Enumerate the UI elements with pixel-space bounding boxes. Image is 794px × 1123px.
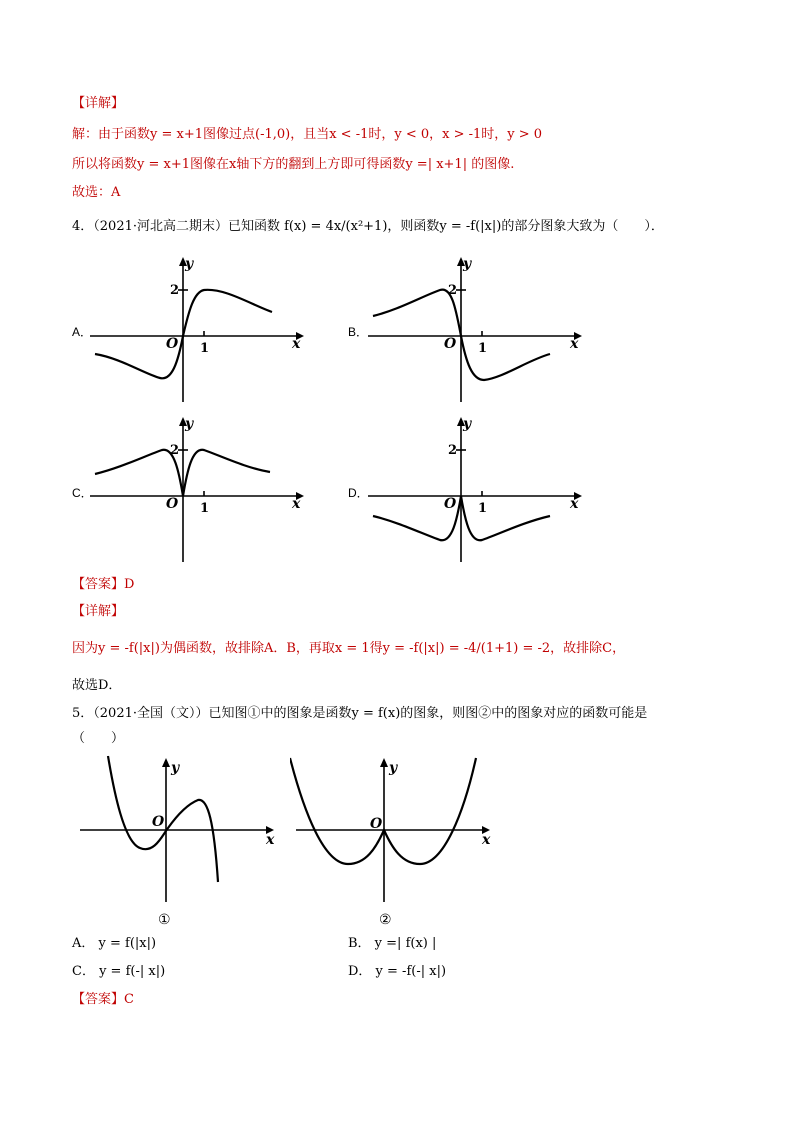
graph-a	[90, 252, 310, 407]
q5-answer: 【答案】C	[72, 992, 134, 1007]
origin-label: O	[444, 496, 457, 512]
origin-label: O	[444, 336, 457, 352]
choice-b: B． y =| f(x) |	[348, 936, 437, 951]
x-label: x	[570, 496, 579, 512]
q4-detail-line: 因为y = -f(|x|)为偶函数，故排除A．B，再取x = 1得y = -f(|x|) = -4/(1+1) = -2，故排除C，	[72, 641, 626, 656]
tick-2-label: 2	[448, 283, 458, 298]
x-label: x	[292, 336, 301, 352]
origin-label: O	[152, 814, 165, 830]
x-label: x	[292, 496, 301, 512]
tick-1-label: 1	[200, 341, 210, 356]
tick-2-label: 2	[170, 443, 180, 458]
x-label: x	[266, 832, 275, 848]
detail-heading: 【详解】	[72, 96, 125, 111]
choice-c: C． y = f(-| x|)	[72, 964, 166, 979]
tick-2-label: 2	[448, 443, 458, 458]
q4-stem: 4．（2021·河北高二期末）已知函数 f(x) = 4x/(x²+1)，则函数y = -f(|x|)的部分图象大致为（ ）．	[72, 219, 664, 234]
choice-a: A． y = f(|x|)	[72, 936, 157, 951]
origin-label: O	[370, 816, 383, 832]
q4-conclusion: 故选D．	[72, 678, 122, 693]
y-label: y	[463, 416, 472, 432]
tick-1-label: 1	[478, 341, 488, 356]
graph-b	[368, 252, 588, 407]
choice-d: D． y = -f(-| x|)	[348, 964, 447, 979]
origin-label: O	[166, 496, 179, 512]
graph-c	[90, 412, 310, 567]
origin-label: O	[166, 336, 179, 352]
figure-1	[78, 752, 283, 927]
q4-detail-heading: 【详解】	[72, 604, 125, 619]
y-label: y	[389, 760, 398, 776]
answer-line: 故选：A	[72, 185, 121, 200]
solution-line-2: 所以将函数y = x+1图像在x轴下方的翻到上方即可得函数y =| x+1| 的图像.	[72, 157, 515, 172]
y-label: y	[185, 256, 194, 272]
option-c-label: C．	[72, 486, 93, 500]
x-label: x	[482, 832, 491, 848]
y-label: y	[171, 760, 180, 776]
x-label: x	[570, 336, 579, 352]
curve-g	[290, 758, 476, 864]
option-d-label: D．	[348, 486, 369, 500]
figure-2-label: ②	[379, 912, 392, 927]
option-b-label: B．	[348, 325, 369, 339]
graph-d	[368, 412, 588, 567]
tick-1-label: 1	[478, 501, 488, 516]
y-label: y	[463, 256, 472, 272]
y-label: y	[185, 416, 194, 432]
tick-2-label: 2	[170, 283, 180, 298]
q4-answer: 【答案】D	[72, 577, 135, 592]
tick-1-label: 1	[200, 501, 210, 516]
figure-2	[290, 752, 500, 927]
figure-1-label: ①	[158, 912, 171, 927]
option-a-label: A．	[72, 325, 93, 339]
q5-paren: （ ）	[72, 731, 125, 746]
solution-line-1: 解：由于函数y = x+1图像过点(-1,0)，且当x < -1时，y < 0，x > -1时，y > 0	[72, 127, 543, 142]
q5-stem: 5．（2021·全国（文））已知图①中的图象是函数y = f(x)的图象，则图②中的图象对应的函数可能是	[72, 706, 648, 721]
